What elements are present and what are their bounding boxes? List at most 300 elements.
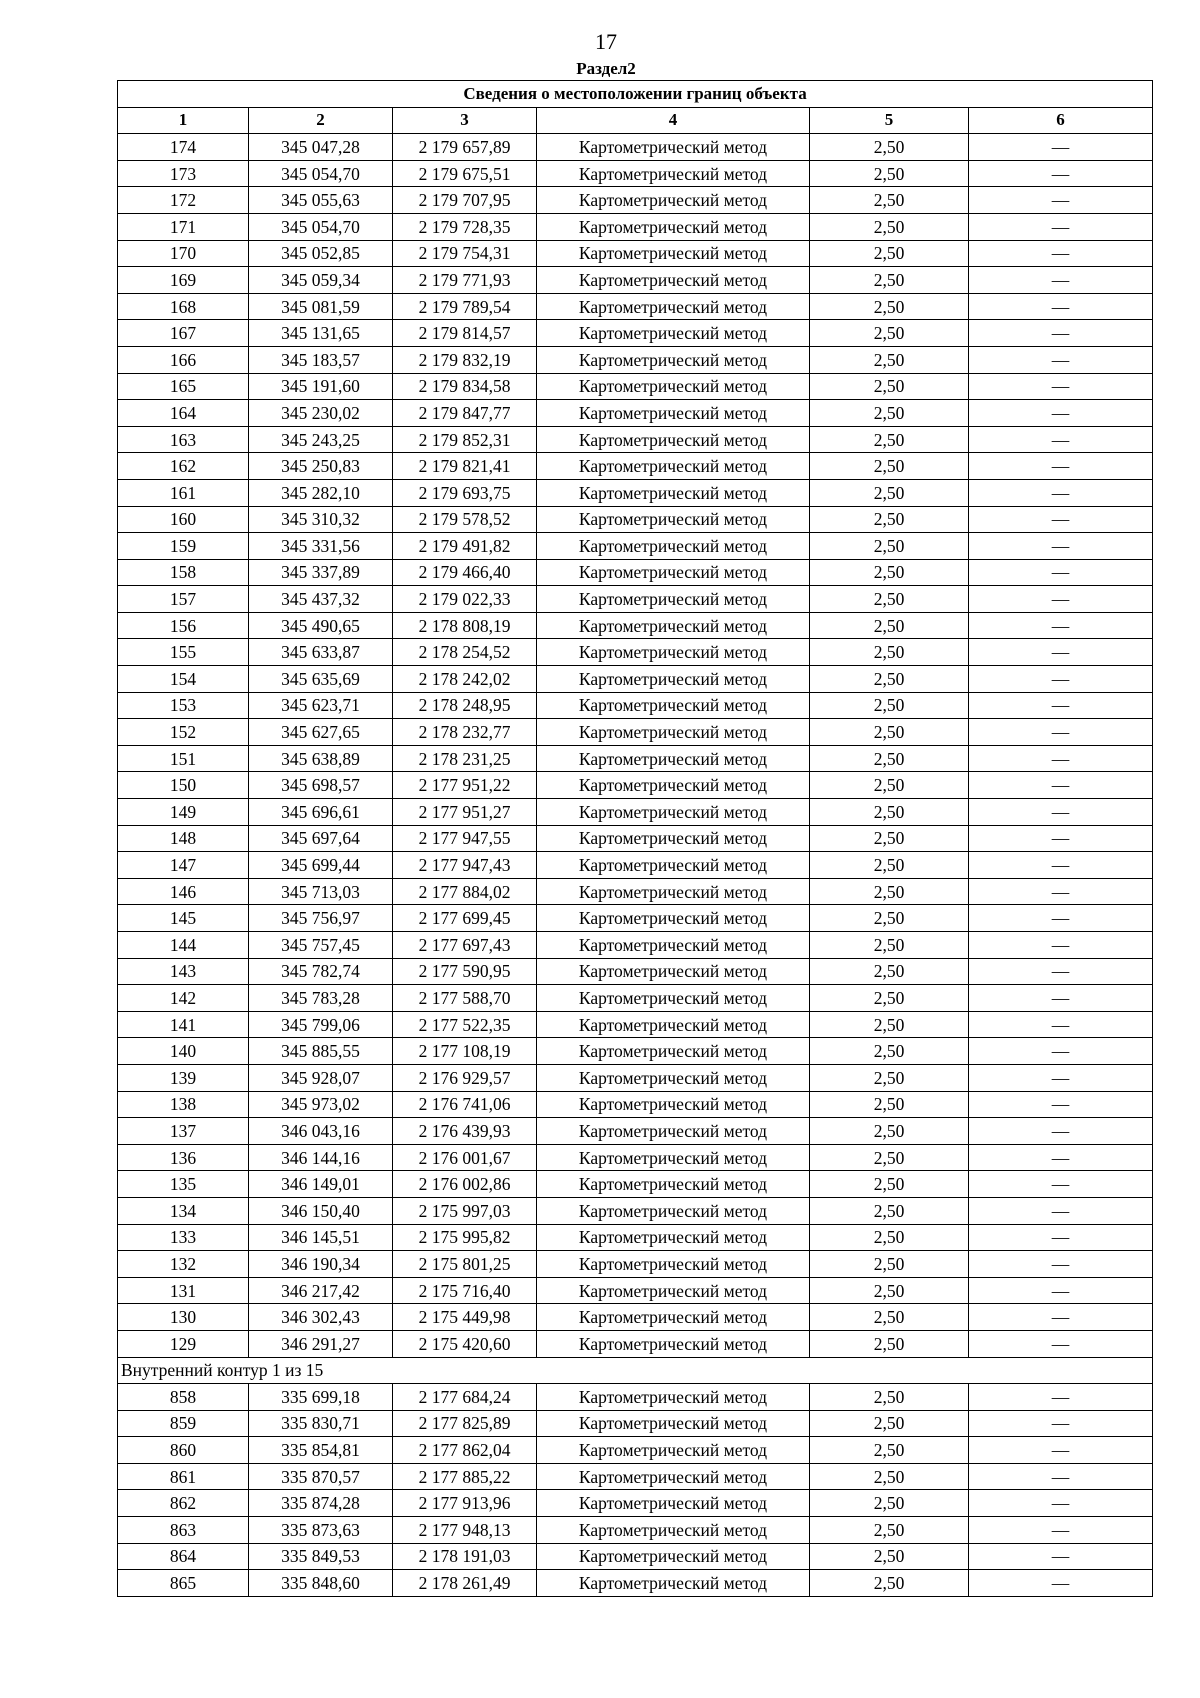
point-number-cell: 161 — [118, 479, 249, 506]
accuracy-cell: 2,50 — [810, 825, 969, 852]
point-number-cell: 158 — [118, 559, 249, 586]
description-cell: — — [969, 1118, 1153, 1145]
table-title-row — [118, 81, 1153, 108]
accuracy-cell: 2,50 — [810, 985, 969, 1012]
y-coordinate-cell: 2 177 699,45 — [393, 905, 537, 932]
y-coordinate-cell: 2 178 232,77 — [393, 719, 537, 746]
table-row — [118, 400, 1153, 427]
method-cell: Картометрический метод — [537, 1118, 810, 1145]
x-coordinate-cell: 346 149,01 — [249, 1171, 393, 1198]
y-coordinate-cell: 2 179 578,52 — [393, 506, 537, 533]
method-cell: Картометрический метод — [537, 1251, 810, 1278]
point-number-cell: 164 — [118, 400, 249, 427]
accuracy-cell: 2,50 — [810, 692, 969, 719]
accuracy-cell: 2,50 — [810, 1011, 969, 1038]
x-coordinate-cell: 345 799,06 — [249, 1011, 393, 1038]
y-coordinate-cell: 2 179 852,31 — [393, 426, 537, 453]
method-cell: Картометрический метод — [537, 852, 810, 879]
accuracy-cell: 2,50 — [810, 932, 969, 959]
table-row — [118, 1517, 1153, 1544]
x-coordinate-cell: 335 830,71 — [249, 1410, 393, 1437]
accuracy-cell: 2,50 — [810, 1517, 969, 1544]
point-number-cell: 156 — [118, 612, 249, 639]
description-cell: — — [969, 506, 1153, 533]
method-cell: Картометрический метод — [537, 1330, 810, 1357]
description-cell: — — [969, 1570, 1153, 1597]
x-coordinate-cell: 345 437,32 — [249, 586, 393, 613]
column-header-row — [118, 107, 1153, 134]
description-cell: — — [969, 559, 1153, 586]
table-row — [118, 134, 1153, 161]
x-coordinate-cell: 346 291,27 — [249, 1330, 393, 1357]
x-coordinate-cell: 335 874,28 — [249, 1490, 393, 1517]
table-row — [118, 666, 1153, 693]
table-row — [118, 267, 1153, 294]
table-row — [118, 1197, 1153, 1224]
description-cell: — — [969, 1330, 1153, 1357]
description-cell: — — [969, 1304, 1153, 1331]
y-coordinate-cell: 2 179 847,77 — [393, 400, 537, 427]
x-coordinate-cell: 345 627,65 — [249, 719, 393, 746]
method-cell: Картометрический метод — [537, 213, 810, 240]
description-cell: — — [969, 772, 1153, 799]
accuracy-cell: 2,50 — [810, 320, 969, 347]
description-cell: — — [969, 1011, 1153, 1038]
description-cell: — — [969, 213, 1153, 240]
description-cell: — — [969, 1410, 1153, 1437]
method-cell: Картометрический метод — [537, 1038, 810, 1065]
y-coordinate-cell: 2 179 657,89 — [393, 134, 537, 161]
point-number-cell: 141 — [118, 1011, 249, 1038]
x-coordinate-cell: 345 183,57 — [249, 346, 393, 373]
table-row — [118, 745, 1153, 772]
x-coordinate-cell: 345 633,87 — [249, 639, 393, 666]
x-coordinate-cell: 345 131,65 — [249, 320, 393, 347]
description-cell: — — [969, 825, 1153, 852]
accuracy-cell: 2,50 — [810, 1384, 969, 1411]
method-cell: Картометрический метод — [537, 160, 810, 187]
x-coordinate-cell: 345 490,65 — [249, 612, 393, 639]
point-number-cell: 162 — [118, 453, 249, 480]
x-coordinate-cell: 346 145,51 — [249, 1224, 393, 1251]
description-cell: — — [969, 1091, 1153, 1118]
y-coordinate-cell: 2 179 728,35 — [393, 213, 537, 240]
table-row — [118, 240, 1153, 267]
x-coordinate-cell: 345 055,63 — [249, 187, 393, 214]
description-cell: — — [969, 1437, 1153, 1464]
method-cell: Картометрический метод — [537, 1410, 810, 1437]
accuracy-cell: 2,50 — [810, 1197, 969, 1224]
accuracy-cell: 2,50 — [810, 160, 969, 187]
y-coordinate-cell: 2 177 913,96 — [393, 1490, 537, 1517]
column-header: 5 — [810, 107, 969, 134]
point-number-cell: 160 — [118, 506, 249, 533]
table-row — [118, 1330, 1153, 1357]
point-number-cell: 169 — [118, 267, 249, 294]
method-cell: Картометрический метод — [537, 1517, 810, 1544]
y-coordinate-cell: 2 176 001,67 — [393, 1144, 537, 1171]
y-coordinate-cell: 2 175 995,82 — [393, 1224, 537, 1251]
method-cell: Картометрический метод — [537, 134, 810, 161]
y-coordinate-cell: 2 179 821,41 — [393, 453, 537, 480]
x-coordinate-cell: 345 081,59 — [249, 293, 393, 320]
x-coordinate-cell: 345 638,89 — [249, 745, 393, 772]
description-cell: — — [969, 293, 1153, 320]
point-number-cell: 159 — [118, 533, 249, 560]
description-cell: — — [969, 267, 1153, 294]
inner-contour-row — [118, 1357, 1153, 1384]
x-coordinate-cell: 335 848,60 — [249, 1570, 393, 1597]
x-coordinate-cell: 345 713,03 — [249, 878, 393, 905]
y-coordinate-cell: 2 179 789,54 — [393, 293, 537, 320]
y-coordinate-cell: 2 177 588,70 — [393, 985, 537, 1012]
point-number-cell: 135 — [118, 1171, 249, 1198]
accuracy-cell: 2,50 — [810, 400, 969, 427]
point-number-cell: 133 — [118, 1224, 249, 1251]
y-coordinate-cell: 2 179 754,31 — [393, 240, 537, 267]
description-cell: — — [969, 985, 1153, 1012]
x-coordinate-cell: 345 230,02 — [249, 400, 393, 427]
point-number-cell: 146 — [118, 878, 249, 905]
point-number-cell: 865 — [118, 1570, 249, 1597]
y-coordinate-cell: 2 177 951,22 — [393, 772, 537, 799]
y-coordinate-cell: 2 177 948,13 — [393, 1517, 537, 1544]
method-cell: Картометрический метод — [537, 692, 810, 719]
description-cell: — — [969, 1144, 1153, 1171]
method-cell: Картометрический метод — [537, 267, 810, 294]
description-cell: — — [969, 373, 1153, 400]
accuracy-cell: 2,50 — [810, 240, 969, 267]
x-coordinate-cell: 345 623,71 — [249, 692, 393, 719]
point-number-cell: 168 — [118, 293, 249, 320]
y-coordinate-cell: 2 175 801,25 — [393, 1251, 537, 1278]
accuracy-cell: 2,50 — [810, 799, 969, 826]
point-number-cell: 157 — [118, 586, 249, 613]
table-row — [118, 958, 1153, 985]
point-number-cell: 149 — [118, 799, 249, 826]
table-row — [118, 825, 1153, 852]
accuracy-cell: 2,50 — [810, 719, 969, 746]
accuracy-cell: 2,50 — [810, 586, 969, 613]
description-cell: — — [969, 426, 1153, 453]
x-coordinate-cell: 346 217,42 — [249, 1277, 393, 1304]
x-coordinate-cell: 345 243,25 — [249, 426, 393, 453]
y-coordinate-cell: 2 175 716,40 — [393, 1277, 537, 1304]
accuracy-cell: 2,50 — [810, 533, 969, 560]
y-coordinate-cell: 2 179 466,40 — [393, 559, 537, 586]
page-number: 17 — [595, 29, 617, 54]
description-cell: — — [969, 160, 1153, 187]
table-row — [118, 533, 1153, 560]
method-cell: Картометрический метод — [537, 958, 810, 985]
description-cell: — — [969, 187, 1153, 214]
y-coordinate-cell: 2 177 947,55 — [393, 825, 537, 852]
y-coordinate-cell: 2 177 697,43 — [393, 932, 537, 959]
x-coordinate-cell: 335 870,57 — [249, 1463, 393, 1490]
accuracy-cell: 2,50 — [810, 346, 969, 373]
y-coordinate-cell: 2 178 808,19 — [393, 612, 537, 639]
method-cell: Картометрический метод — [537, 985, 810, 1012]
method-cell: Картометрический метод — [537, 533, 810, 560]
accuracy-cell: 2,50 — [810, 1224, 969, 1251]
x-coordinate-cell: 345 282,10 — [249, 479, 393, 506]
x-coordinate-cell: 345 756,97 — [249, 905, 393, 932]
accuracy-cell: 2,50 — [810, 506, 969, 533]
x-coordinate-cell: 345 699,44 — [249, 852, 393, 879]
x-coordinate-cell: 345 047,28 — [249, 134, 393, 161]
point-number-cell: 138 — [118, 1091, 249, 1118]
accuracy-cell: 2,50 — [810, 905, 969, 932]
table-row — [118, 1570, 1153, 1597]
x-coordinate-cell: 345 054,70 — [249, 160, 393, 187]
description-cell: — — [969, 1224, 1153, 1251]
method-cell: Картометрический метод — [537, 1224, 810, 1251]
method-cell: Картометрический метод — [537, 1011, 810, 1038]
table-row — [118, 1118, 1153, 1145]
method-cell: Картометрический метод — [537, 639, 810, 666]
accuracy-cell: 2,50 — [810, 1251, 969, 1278]
accuracy-cell: 2,50 — [810, 1543, 969, 1570]
method-cell: Картометрический метод — [537, 187, 810, 214]
description-cell: — — [969, 852, 1153, 879]
point-number-cell: 148 — [118, 825, 249, 852]
table-row — [118, 719, 1153, 746]
description-cell: — — [969, 586, 1153, 613]
y-coordinate-cell: 2 178 242,02 — [393, 666, 537, 693]
x-coordinate-cell: 345 052,85 — [249, 240, 393, 267]
table-row — [118, 586, 1153, 613]
method-cell: Картометрический метод — [537, 479, 810, 506]
point-number-cell: 166 — [118, 346, 249, 373]
description-cell: — — [969, 346, 1153, 373]
x-coordinate-cell: 335 699,18 — [249, 1384, 393, 1411]
description-cell: — — [969, 1277, 1153, 1304]
table-row — [118, 1064, 1153, 1091]
accuracy-cell: 2,50 — [810, 1330, 969, 1357]
method-cell: Картометрический метод — [537, 932, 810, 959]
point-number-cell: 152 — [118, 719, 249, 746]
table-row — [118, 772, 1153, 799]
point-number-cell: 144 — [118, 932, 249, 959]
x-coordinate-cell: 335 873,63 — [249, 1517, 393, 1544]
y-coordinate-cell: 2 177 590,95 — [393, 958, 537, 985]
point-number-cell: 150 — [118, 772, 249, 799]
y-coordinate-cell: 2 179 832,19 — [393, 346, 537, 373]
y-coordinate-cell: 2 179 771,93 — [393, 267, 537, 294]
accuracy-cell: 2,50 — [810, 878, 969, 905]
accuracy-cell: 2,50 — [810, 1144, 969, 1171]
x-coordinate-cell: 346 043,16 — [249, 1118, 393, 1145]
point-number-cell: 170 — [118, 240, 249, 267]
point-number-cell: 147 — [118, 852, 249, 879]
method-cell: Картометрический метод — [537, 1304, 810, 1331]
accuracy-cell: 2,50 — [810, 772, 969, 799]
x-coordinate-cell: 346 144,16 — [249, 1144, 393, 1171]
accuracy-cell: 2,50 — [810, 1304, 969, 1331]
description-cell: — — [969, 692, 1153, 719]
inner-contour-label: Внутренний контур 1 из 15 — [118, 1357, 1153, 1384]
description-cell: — — [969, 479, 1153, 506]
method-cell: Картометрический метод — [537, 293, 810, 320]
point-number-cell: 174 — [118, 134, 249, 161]
table-row — [118, 479, 1153, 506]
table-row — [118, 320, 1153, 347]
table-row — [118, 1277, 1153, 1304]
y-coordinate-cell: 2 177 951,27 — [393, 799, 537, 826]
method-cell: Картометрический метод — [537, 426, 810, 453]
table-row — [118, 453, 1153, 480]
table-row — [118, 1463, 1153, 1490]
y-coordinate-cell: 2 178 231,25 — [393, 745, 537, 772]
table-row — [118, 1543, 1153, 1570]
accuracy-cell: 2,50 — [810, 373, 969, 400]
point-number-cell: 155 — [118, 639, 249, 666]
point-number-cell: 167 — [118, 320, 249, 347]
x-coordinate-cell: 335 854,81 — [249, 1437, 393, 1464]
accuracy-cell: 2,50 — [810, 612, 969, 639]
column-header: 1 — [118, 107, 249, 134]
description-cell: — — [969, 958, 1153, 985]
point-number-cell: 863 — [118, 1517, 249, 1544]
table-row — [118, 905, 1153, 932]
table-row — [118, 506, 1153, 533]
column-header: 3 — [393, 107, 537, 134]
point-number-cell: 172 — [118, 187, 249, 214]
description-cell: — — [969, 1490, 1153, 1517]
x-coordinate-cell: 345 337,89 — [249, 559, 393, 586]
point-number-cell: 132 — [118, 1251, 249, 1278]
method-cell: Картометрический метод — [537, 506, 810, 533]
x-coordinate-cell: 345 310,32 — [249, 506, 393, 533]
method-cell: Картометрический метод — [537, 1197, 810, 1224]
accuracy-cell: 2,50 — [810, 453, 969, 480]
description-cell: — — [969, 666, 1153, 693]
accuracy-cell: 2,50 — [810, 1463, 969, 1490]
accuracy-cell: 2,50 — [810, 1118, 969, 1145]
table-row — [118, 160, 1153, 187]
y-coordinate-cell: 2 176 741,06 — [393, 1091, 537, 1118]
point-number-cell: 864 — [118, 1543, 249, 1570]
method-cell: Картометрический метод — [537, 373, 810, 400]
method-cell: Картометрический метод — [537, 346, 810, 373]
accuracy-cell: 2,50 — [810, 666, 969, 693]
point-number-cell: 860 — [118, 1437, 249, 1464]
method-cell: Картометрический метод — [537, 1144, 810, 1171]
method-cell: Картометрический метод — [537, 559, 810, 586]
y-coordinate-cell: 2 179 022,33 — [393, 586, 537, 613]
method-cell: Картометрический метод — [537, 1171, 810, 1198]
x-coordinate-cell: 346 150,40 — [249, 1197, 393, 1224]
x-coordinate-cell: 346 302,43 — [249, 1304, 393, 1331]
method-cell: Картометрический метод — [537, 1277, 810, 1304]
accuracy-cell: 2,50 — [810, 1038, 969, 1065]
y-coordinate-cell: 2 177 885,22 — [393, 1463, 537, 1490]
y-coordinate-cell: 2 179 707,95 — [393, 187, 537, 214]
y-coordinate-cell: 2 176 002,86 — [393, 1171, 537, 1198]
y-coordinate-cell: 2 178 254,52 — [393, 639, 537, 666]
y-coordinate-cell: 2 175 420,60 — [393, 1330, 537, 1357]
point-number-cell: 154 — [118, 666, 249, 693]
x-coordinate-cell: 345 973,02 — [249, 1091, 393, 1118]
accuracy-cell: 2,50 — [810, 479, 969, 506]
method-cell: Картометрический метод — [537, 1490, 810, 1517]
table-row — [118, 373, 1153, 400]
table-row — [118, 213, 1153, 240]
method-cell: Картометрический метод — [537, 799, 810, 826]
accuracy-cell: 2,50 — [810, 1171, 969, 1198]
x-coordinate-cell: 345 191,60 — [249, 373, 393, 400]
y-coordinate-cell: 2 179 814,57 — [393, 320, 537, 347]
column-header: 2 — [249, 107, 393, 134]
y-coordinate-cell: 2 178 248,95 — [393, 692, 537, 719]
table-row — [118, 426, 1153, 453]
table-row — [118, 1038, 1153, 1065]
accuracy-cell: 2,50 — [810, 1277, 969, 1304]
table-row — [118, 878, 1153, 905]
point-number-cell: 163 — [118, 426, 249, 453]
method-cell: Картометрический метод — [537, 666, 810, 693]
accuracy-cell: 2,50 — [810, 1064, 969, 1091]
y-coordinate-cell: 2 177 108,19 — [393, 1038, 537, 1065]
point-number-cell: 858 — [118, 1384, 249, 1411]
x-coordinate-cell: 346 190,34 — [249, 1251, 393, 1278]
x-coordinate-cell: 335 849,53 — [249, 1543, 393, 1570]
table-row — [118, 1304, 1153, 1331]
description-cell: — — [969, 612, 1153, 639]
method-cell: Картометрический метод — [537, 1543, 810, 1570]
x-coordinate-cell: 345 885,55 — [249, 1038, 393, 1065]
point-number-cell: 151 — [118, 745, 249, 772]
point-number-cell: 171 — [118, 213, 249, 240]
y-coordinate-cell: 2 177 825,89 — [393, 1410, 537, 1437]
y-coordinate-cell: 2 177 522,35 — [393, 1011, 537, 1038]
y-coordinate-cell: 2 177 862,04 — [393, 1437, 537, 1464]
description-cell: — — [969, 1543, 1153, 1570]
method-cell: Картометрический метод — [537, 612, 810, 639]
accuracy-cell: 2,50 — [810, 958, 969, 985]
description-cell: — — [969, 320, 1153, 347]
table-row — [118, 1490, 1153, 1517]
accuracy-cell: 2,50 — [810, 134, 969, 161]
accuracy-cell: 2,50 — [810, 1437, 969, 1464]
method-cell: Картометрический метод — [537, 1437, 810, 1464]
table-title: Сведения о местоположении границ объекта — [118, 81, 1153, 108]
description-cell: — — [969, 533, 1153, 560]
x-coordinate-cell: 345 696,61 — [249, 799, 393, 826]
point-number-cell: 861 — [118, 1463, 249, 1490]
point-number-cell: 129 — [118, 1330, 249, 1357]
table-row — [118, 985, 1153, 1012]
description-cell: — — [969, 745, 1153, 772]
accuracy-cell: 2,50 — [810, 1570, 969, 1597]
description-cell: — — [969, 878, 1153, 905]
point-number-cell: 165 — [118, 373, 249, 400]
point-number-cell: 137 — [118, 1118, 249, 1145]
method-cell: Картометрический метод — [537, 400, 810, 427]
table-row — [118, 612, 1153, 639]
x-coordinate-cell: 345 059,34 — [249, 267, 393, 294]
accuracy-cell: 2,50 — [810, 293, 969, 320]
description-cell: — — [969, 1384, 1153, 1411]
description-cell: — — [969, 932, 1153, 959]
description-cell: — — [969, 799, 1153, 826]
column-header: 4 — [537, 107, 810, 134]
table-row — [118, 1224, 1153, 1251]
table-row — [118, 1384, 1153, 1411]
y-coordinate-cell: 2 179 693,75 — [393, 479, 537, 506]
y-coordinate-cell: 2 177 884,02 — [393, 878, 537, 905]
accuracy-cell: 2,50 — [810, 1091, 969, 1118]
